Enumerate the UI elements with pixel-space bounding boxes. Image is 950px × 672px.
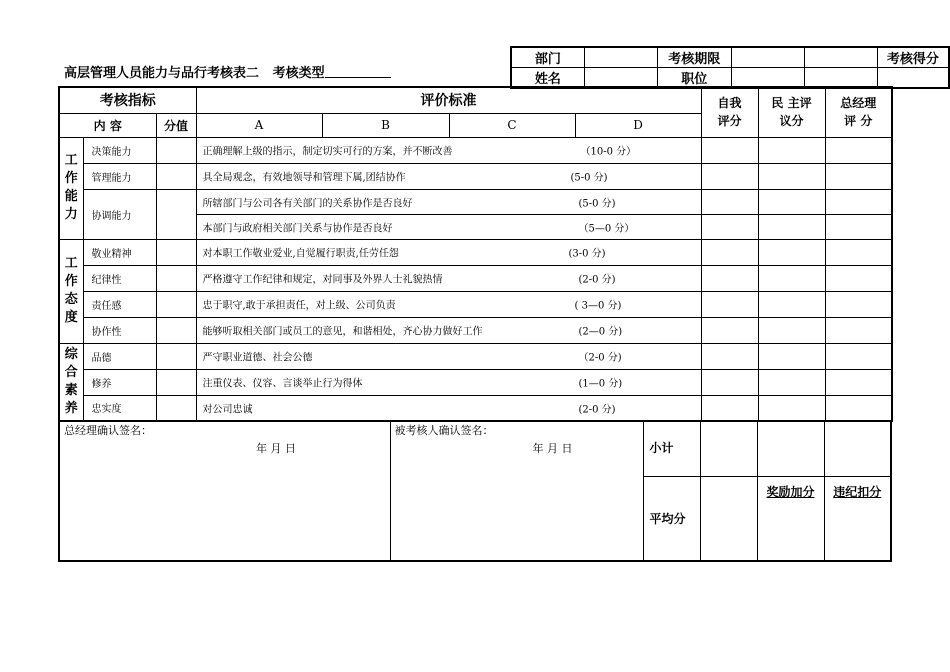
- item-label: 纪律性: [83, 265, 156, 291]
- standard-text: 所辖部门与公司各有关部门的关系协作是否良好: [202, 198, 413, 209]
- standard-text: 对公司忠诚: [202, 404, 253, 416]
- gm-eval-header: 总经理评 分: [825, 87, 892, 137]
- score-cell[interactable]: [156, 189, 196, 239]
- assessment-table: [58, 86, 893, 422]
- subtotal-label: 小计: [643, 420, 700, 476]
- gm-sign-date: 年 月 日: [256, 442, 296, 455]
- name-field[interactable]: [584, 68, 657, 89]
- self-eval-cell[interactable]: [701, 189, 758, 214]
- gm-eval-cell[interactable]: [825, 317, 892, 343]
- self-eval-cell[interactable]: [701, 137, 758, 163]
- position-label: 职位: [657, 68, 731, 89]
- category-work-attitude: 工作态度: [59, 239, 83, 343]
- dept-field[interactable]: [584, 47, 657, 68]
- period-field[interactable]: [731, 47, 804, 68]
- democratic-cell[interactable]: [758, 163, 825, 189]
- gm-sign-label: 总经理确认签名：: [64, 424, 152, 437]
- score-cell[interactable]: [156, 163, 196, 189]
- standard-cell: [196, 395, 701, 421]
- grade-d-header: D: [575, 113, 701, 137]
- standard-cell: [196, 265, 701, 291]
- gm-eval-cell[interactable]: [825, 343, 892, 369]
- item-label: 修养: [83, 369, 156, 395]
- standard-header: 评价标准: [196, 87, 701, 113]
- content-header: 内 容: [59, 113, 156, 137]
- score-cell[interactable]: [156, 343, 196, 369]
- average-label: 平均分: [643, 476, 700, 561]
- self-eval-cell[interactable]: [701, 265, 758, 291]
- score-range: （5—0 分）: [578, 223, 635, 234]
- democratic-cell[interactable]: [758, 239, 825, 265]
- item-label: 协调能力: [83, 189, 156, 239]
- democratic-cell[interactable]: [758, 214, 825, 239]
- grade-a-header: A: [196, 113, 322, 137]
- score-cell[interactable]: [156, 291, 196, 317]
- gm-eval-cell[interactable]: [825, 369, 892, 395]
- score-cell[interactable]: [156, 239, 196, 265]
- democratic-cell[interactable]: [758, 291, 825, 317]
- standard-cell: [196, 214, 701, 239]
- democratic-cell[interactable]: [758, 369, 825, 395]
- item-label: 决策能力: [83, 137, 156, 163]
- score-cell[interactable]: [156, 369, 196, 395]
- form-title-line: [64, 62, 391, 81]
- self-eval-cell[interactable]: [701, 369, 758, 395]
- assessee-sign-label: 被考核人确认签名：: [394, 424, 494, 437]
- gm-eval-cell[interactable]: [825, 214, 892, 239]
- name-label: 姓名: [511, 68, 584, 89]
- score-cell[interactable]: [156, 137, 196, 163]
- standard-cell: [196, 291, 701, 317]
- subtotal-democratic-cell[interactable]: [757, 420, 824, 476]
- standard-text: 能够听取相关部门或员工的意见，和谐相处，齐心协力做好工作: [202, 326, 483, 338]
- self-eval-cell[interactable]: [701, 291, 758, 317]
- subtotal-gm-cell[interactable]: [824, 420, 891, 476]
- position-field[interactable]: [731, 68, 804, 89]
- period-field-2[interactable]: [804, 47, 877, 68]
- score-range: (5-0 分): [570, 172, 608, 184]
- score-cell[interactable]: [156, 395, 196, 421]
- standard-cell: [196, 317, 701, 343]
- score-range: (2—0 分): [578, 326, 623, 338]
- indicator-header: 考核指标: [59, 87, 196, 113]
- democratic-cell[interactable]: [758, 137, 825, 163]
- score-range: (1—0 分): [578, 378, 623, 390]
- gm-eval-cell[interactable]: [825, 137, 892, 163]
- standard-text: 具全局观念，有效地领导和管理下属,团结协作: [202, 172, 406, 184]
- item-label: 责任感: [83, 291, 156, 317]
- score-range: ( 3—0 分): [574, 300, 622, 312]
- gm-eval-cell[interactable]: [825, 163, 892, 189]
- gm-eval-cell[interactable]: [825, 265, 892, 291]
- standard-text: 正确理解上级的指示，制定切实可行的方案，并不断改善: [202, 146, 453, 158]
- assessment-type-field[interactable]: [325, 65, 391, 78]
- self-eval-header: 自我评分: [701, 87, 758, 137]
- grade-c-header: C: [449, 113, 575, 137]
- score-range: （2-0 分): [578, 352, 622, 364]
- item-label: 管理能力: [83, 163, 156, 189]
- gm-eval-cell[interactable]: [825, 291, 892, 317]
- info-table: [510, 46, 950, 89]
- standard-cell: [196, 163, 701, 189]
- standard-text: 对本职工作敬业爱业,自觉履行职责,任劳任怨: [202, 248, 399, 260]
- score-range: (2-0 分): [578, 404, 616, 416]
- democratic-header: 民 主评议分: [758, 87, 825, 137]
- gm-eval-cell[interactable]: [825, 395, 892, 421]
- score-cell[interactable]: [156, 317, 196, 343]
- form-title: 高层管理人员能力与品行考核表二: [64, 66, 260, 81]
- assessee-sign-date: 年 月 日: [532, 442, 573, 455]
- score-range: (5-0 分): [578, 198, 616, 209]
- democratic-cell[interactable]: [758, 395, 825, 421]
- item-label: 敬业精神: [83, 239, 156, 265]
- self-eval-cell[interactable]: [701, 214, 758, 239]
- standard-cell: [196, 189, 701, 214]
- standard-cell: [196, 343, 701, 369]
- score-range: （10-0 分）: [580, 146, 637, 158]
- score-range: (3-0 分): [568, 248, 606, 260]
- standard-text: 忠于职守,敢于承担责任，对上级、公司负责: [202, 300, 396, 312]
- position-field-2[interactable]: [804, 68, 877, 89]
- score-cell[interactable]: [156, 265, 196, 291]
- self-eval-cell[interactable]: [701, 239, 758, 265]
- self-eval-cell[interactable]: [701, 395, 758, 421]
- self-eval-cell[interactable]: [701, 163, 758, 189]
- signature-table: [58, 420, 892, 562]
- grade-b-header: B: [322, 113, 449, 137]
- assessee-signature-cell[interactable]: [390, 420, 643, 561]
- period-label: 考核期限: [657, 47, 731, 68]
- democratic-cell[interactable]: [758, 189, 825, 214]
- democratic-cell[interactable]: [758, 317, 825, 343]
- penalty-points-label[interactable]: 违纪扣分: [824, 476, 891, 561]
- subtotal-self-cell[interactable]: [700, 420, 757, 476]
- standard-text: 注重仪表、仪容、言谈举止行为得体: [202, 378, 363, 390]
- self-eval-cell[interactable]: [701, 317, 758, 343]
- bonus-points-label[interactable]: 奖励加分: [757, 476, 824, 561]
- gm-signature-cell[interactable]: [59, 420, 390, 561]
- standard-text: 严格遵守工作纪律和规定，对同事及外界人士礼貌热情: [202, 274, 443, 286]
- gm-eval-cell[interactable]: [825, 189, 892, 214]
- standard-text: 严守职业道德、社会公德: [202, 352, 313, 364]
- score-field[interactable]: [877, 68, 949, 89]
- standard-cell: [196, 137, 701, 163]
- democratic-cell[interactable]: [758, 343, 825, 369]
- average-cell[interactable]: [700, 476, 757, 561]
- category-work-ability: 工作能力: [59, 137, 83, 239]
- assessment-type-label: 考核类型: [272, 66, 325, 81]
- item-label: 忠实度: [83, 395, 156, 421]
- score-header: 分值: [156, 113, 196, 137]
- score-range: (2-0 分): [578, 274, 616, 286]
- gm-eval-cell[interactable]: [825, 239, 892, 265]
- standard-text: 本部门与政府相关部门关系与协作是否良好: [202, 223, 393, 234]
- item-label: 协作性: [83, 317, 156, 343]
- score-label: 考核得分: [877, 47, 949, 68]
- self-eval-cell[interactable]: [701, 343, 758, 369]
- standard-cell: [196, 369, 701, 395]
- dept-label: 部门: [511, 47, 584, 68]
- standard-cell: [196, 239, 701, 265]
- category-overall-quality: 综合素养: [59, 343, 83, 421]
- democratic-cell[interactable]: [758, 265, 825, 291]
- item-label: 品德: [83, 343, 156, 369]
